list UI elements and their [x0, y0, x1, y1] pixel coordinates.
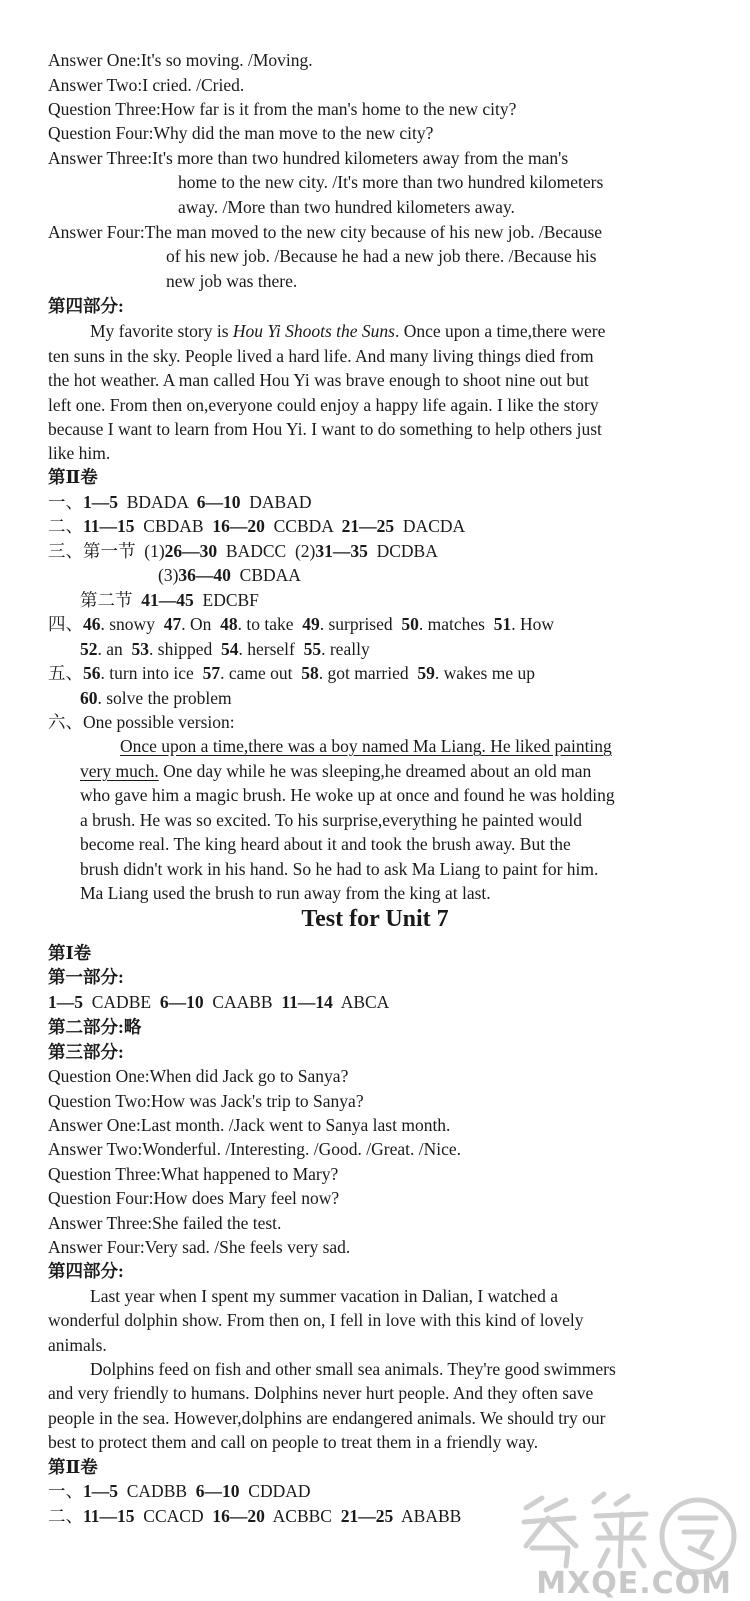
unit7-question-one: Question One:When did Jack go to Sanya? [48, 1066, 349, 1086]
unit7-essay-line7: best to protect them and call on people to treat them in a friendly way. [48, 1432, 539, 1452]
unit7-part2-heading: 第二部分:略 [48, 1017, 142, 1037]
essay-line1: My favorite story is Hou Yi Shoots the Suns. Once upon a time,there were [90, 321, 606, 341]
answer-four-line2: of his new job. /Because he had a new job there. /Because his [166, 246, 597, 266]
unit7-answer-one: Answer One:Last month. /Jack went to Sanya last month. [48, 1115, 451, 1135]
version-line2: very much. One day while he was sleeping,he dreamed about an old man [80, 761, 592, 781]
answer-three-line2: home to the new city. /It's more than two hundred kilometers [178, 172, 604, 192]
unit7-part4-heading: 第四部分: [48, 1261, 124, 1281]
unit7-answer-four: Answer Four:Very sad. /She feels very sad. [48, 1237, 351, 1257]
essay-line6: like him. [48, 443, 111, 463]
essay-line2: ten suns in the sky. People lived a hard life. And many living things died from [48, 346, 594, 366]
section4-answers: 四、46. snowy 47. On 48. to take 49. surprised 50. matches 51. How [48, 614, 555, 634]
answer-three-line3: away. /More than two hundred kilometers away. [178, 197, 515, 217]
part4-heading: 第四部分: [48, 296, 124, 316]
essay-line3: the hot weather. A man called Hou Yi was brave enough to shoot nine out but [48, 370, 589, 390]
unit7-part1-answers: 1—5 CADBE 6—10 CAABB 11—14 ABCA [48, 992, 390, 1012]
unit7-question-two: Question Two:How was Jack's trip to Sanya? [48, 1091, 364, 1111]
unit7-essay-line6: people in the sea. However,dolphins are endangered animals. We should try our [48, 1408, 606, 1428]
unit7-essay-line1: Last year when I spent my summer vacation in Dalian, I watched a [90, 1286, 558, 1306]
section5-answers-line2: 60. solve the problem [80, 688, 232, 708]
unit7-answer-three: Answer Three:She failed the test. [48, 1213, 282, 1233]
version-line4: a brush. He was so excited. To his surprise,everything he painted would [80, 810, 582, 830]
section3-part2-answers: 第二节 41—45 EDCBF [80, 590, 259, 610]
section3-part1-answers: 三、第一节 (1)26—30 BADCC (2)31—35 DCDBA [48, 541, 438, 561]
unit7-essay-line4: Dolphins feed on fish and other small sea animals. They're good swimmers [90, 1359, 616, 1379]
unit7-part3-heading: 第三部分: [48, 1042, 124, 1062]
story-title: Hou Yi Shoots the Suns [232, 321, 395, 341]
unit7-part1-heading: 第一部分: [48, 967, 124, 987]
answer-two: Answer Two:I cried. /Cried. [48, 75, 245, 95]
question-three: Question Three:How far is it from the man's home to the new city? [48, 99, 517, 119]
volume2-heading: 第Ⅱ卷 [48, 467, 98, 487]
unit7-volume1-heading: 第Ⅰ卷 [48, 943, 92, 963]
watermark-url: MXQE.COM [536, 1566, 732, 1601]
unit7-volume2-heading: 第Ⅱ卷 [48, 1457, 98, 1477]
unit7-section2-answers: 二、11—15 CCACD 16—20 ACBBC 21—25 ABABB [48, 1506, 462, 1526]
answer-one: Answer One:It's so moving. /Moving. [48, 50, 313, 70]
unit7-section1-answers: 一、1—5 CADBB 6—10 CDDAD [48, 1481, 311, 1501]
section1-answers: 一、1—5 BDADA 6—10 DABAD [48, 492, 312, 512]
unit7-question-three: Question Three:What happened to Mary? [48, 1164, 339, 1184]
section4-answers-line2: 52. an 53. shipped 54. herself 55. really [80, 639, 370, 659]
section2-answers: 二、11—15 CBDAB 16—20 CCBDA 21—25 DACDA [48, 516, 466, 536]
unit7-essay-line5: and very friendly to humans. Dolphins never hurt people. And they often save [48, 1383, 594, 1403]
essay-line5: because I want to learn from Hou Yi. I want to do something to help others just [48, 419, 602, 439]
unit7-title: Test for Unit 7 [301, 906, 449, 932]
unit7-question-four: Question Four:How does Mary feel now? [48, 1188, 340, 1208]
section5-answers: 五、56. turn into ice 57. came out 58. got married 59. wakes me up [48, 663, 535, 683]
answer-four-line1: Answer Four:The man moved to the new city because of his new job. /Because [48, 222, 603, 242]
unit7-essay-line3: animals. [48, 1335, 107, 1355]
version-line5: become real. The king heard about it and took the brush away. But the [80, 834, 571, 854]
section3-part1-line2: (3)36—40 CBDAA [158, 565, 301, 585]
unit7-answer-two: Answer Two:Wonderful. /Interesting. /Good. /Great. /Nice. [48, 1139, 462, 1159]
version-line7: Ma Liang used the brush to run away from the king at last. [80, 883, 491, 903]
answer-three-line1: Answer Three:It's more than two hundred kilometers away from the man's [48, 148, 569, 168]
version-line1: Once upon a time,there was a boy named Ma Liang. He liked painting [120, 736, 612, 756]
question-four: Question Four:Why did the man move to the new city? [48, 123, 434, 143]
unit7-essay-line2: wonderful dolphin show. From then on, I fell in love with this kind of lovely [48, 1310, 584, 1330]
section6-heading: 六、One possible version: [48, 712, 235, 732]
answer-four-line3: new job was there. [166, 271, 298, 291]
version-line3: who gave him a magic brush. He woke up at once and found he was holding [80, 785, 615, 805]
version-line6: brush didn't work in his hand. So he had to ask Ma Liang to paint for him. [80, 859, 599, 879]
essay-line4: left one. From then on,everyone could enjoy a happy life again. I like the story [48, 395, 599, 415]
